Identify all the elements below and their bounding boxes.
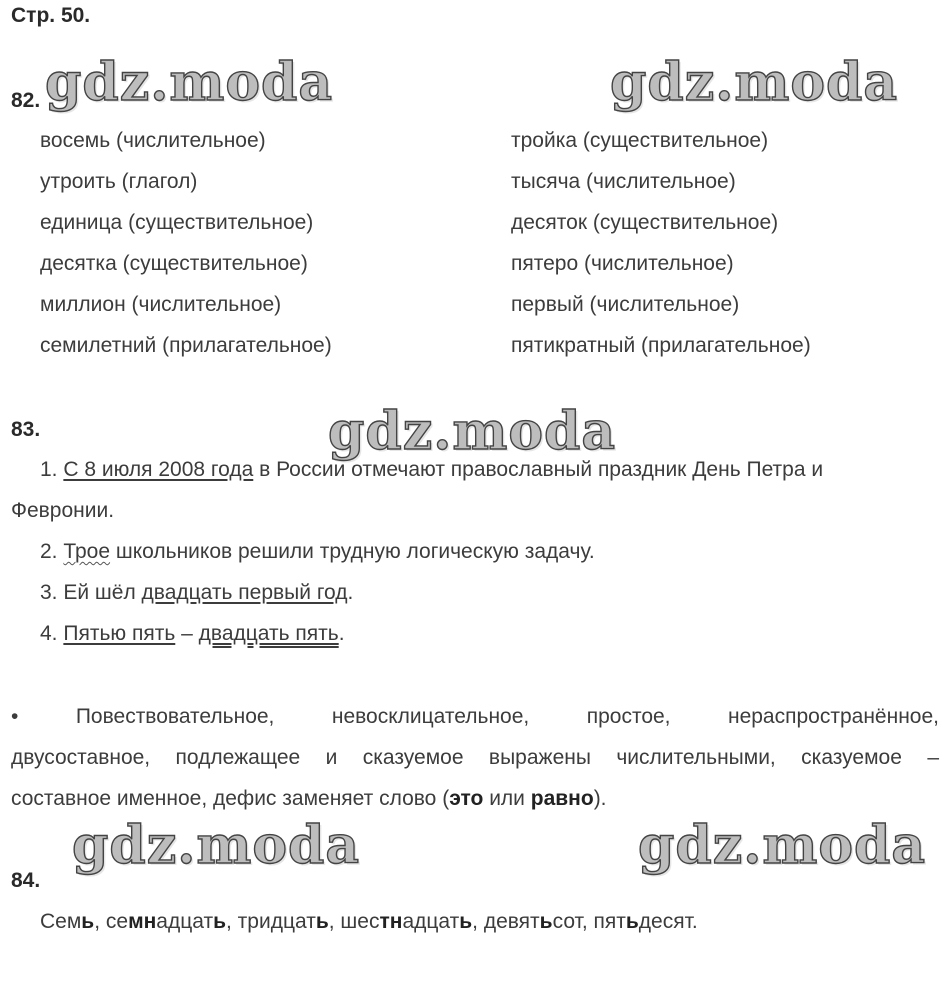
bold-word: это [449,787,484,810]
word-fragment: десят. [638,910,698,933]
word-item: восемь (числительное) [40,129,266,152]
word-fragment: , се [94,910,129,933]
word-item: первый (числительное) [511,293,740,316]
highlighted-letters: ь [625,910,639,933]
exercise-number: 83. [11,418,41,441]
page-number: Стр. 50. [11,4,91,27]
analysis-line-3 [11,787,607,811]
highlighted-letters: ь [315,910,329,933]
numerals-line [40,910,698,934]
sentence-end: . [338,622,345,645]
sentence-1-continuation: Февронии. [11,499,115,522]
watermark-logo: gdz.moda [610,52,899,113]
word-fragment: адцат [402,910,460,933]
sentence-prefix: 4. [40,622,64,645]
watermark-logo: gdz.moda [328,401,617,462]
word-item: десяток (существительное) [511,211,779,234]
sentence-prefix: 2. [40,540,64,563]
exercise-number: 84. [11,869,41,892]
sentence-prefix: 1. [40,458,64,481]
word-item: единица (существительное) [40,211,314,234]
exercise-number: 82. [11,89,41,112]
sentence-3 [40,581,353,605]
highlighted-letters: ь [459,910,473,933]
word-fragment: , девят [472,910,540,933]
subject-word: Трое [63,540,111,563]
word-item: миллион (числительное) [40,293,282,316]
word-item: семилетний (прилагательное) [40,334,332,357]
analysis-line-2: двусоставное, подлежащее и сказуемое выражены числительными, сказуемое – [11,746,939,769]
highlighted-letters: тн [379,910,403,933]
analysis-text: или [483,787,531,810]
predicate-phrase: двадцать пять [198,622,339,645]
sentence-text: в России отмечают православный праздник День Петра и [253,458,824,481]
word-fragment: Сем [40,910,82,933]
word-item: тройка (существительное) [511,129,769,152]
word-item: пятикратный (прилагательное) [511,334,811,357]
word-fragment: , шес [328,910,380,933]
word-item: десятка (существительное) [40,252,308,275]
highlighted-letters: ь [539,910,553,933]
analysis-text: составное именное, дефис заменяет слово ( [11,787,450,810]
sentence-4 [40,622,345,646]
watermark-logo: gdz.moda [45,52,334,113]
highlighted-letters: ь [81,910,95,933]
word-fragment: , тридцат [226,910,316,933]
watermark-logo: gdz.moda [638,815,927,876]
word-fragment: адцат [156,910,214,933]
highlighted-letters: мн [128,910,157,933]
word-item: пятеро (числительное) [511,252,734,275]
sentence-text: 3. Ей шёл [40,581,142,604]
underlined-phrase: двадцать первый год [141,581,348,604]
word-item: утроить (глагол) [40,170,198,193]
sentence-text: школьников решили трудную логическую задачу. [110,540,595,563]
highlighted-letters: ь [213,910,227,933]
sentence-end: . [347,581,354,604]
analysis-line-1: • Повествовательное, невосклицательное, простое, нераспространённое, [11,705,939,728]
underlined-phrase: С 8 июля 2008 года [63,458,254,481]
sentence-2 [40,540,595,564]
word-item: тысяча (числительное) [511,170,736,193]
word-fragment: сот, пят [552,910,626,933]
subject-phrase: Пятью пять [63,622,176,645]
dash: – [175,622,199,645]
watermark-logo: gdz.moda [72,815,361,876]
sentence-1 [40,458,823,482]
analysis-text: ). [593,787,607,810]
bold-word: равно [530,787,594,810]
